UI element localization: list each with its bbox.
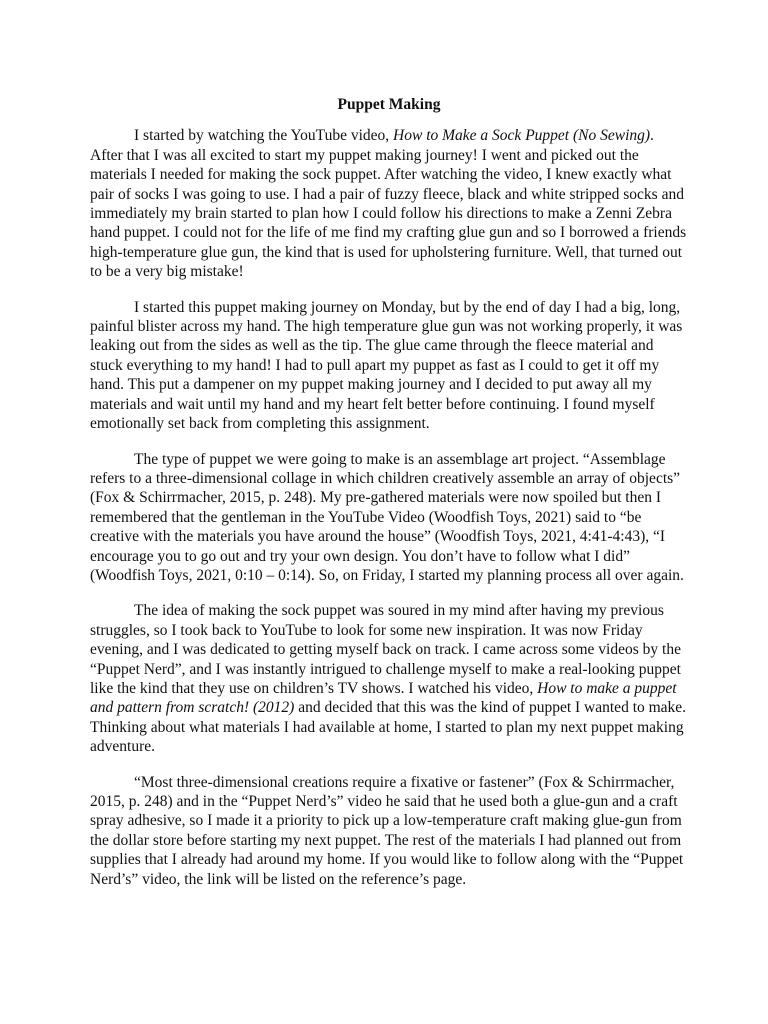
paragraph-4 <box>90 601 688 756</box>
video-title-2: How to make a puppet and pattern from scratch! (2012) <box>90 679 677 717</box>
paragraph-3-text: The type of puppet we were going to make is an assemblage art project. “Assemblage refers to a three-dimensional collage in which children creatively assemble an array of objects” (Fox & Schirrmacher, 2015, p. 248). My pre-gathered materials were now spoiled but then I remembered that the gentleman in the YouTube Video (Woodfish Toys, 2021) said to “be creative with the materials you have around the house” (Woodfish Toys, 2021, 4:41-4:43), “I encourage you to go out and try your own design. You don’t have to follow what I did” (Woodfish Toys, 2021, 0:10 – 0:14). So, on Friday, I started my planning process all over again. <box>90 450 684 584</box>
paragraph-1-text-a: I started by watching the YouTube video, <box>134 127 394 145</box>
paragraph-5 <box>90 773 688 889</box>
paragraph-1 <box>90 126 688 281</box>
paragraph-3 <box>90 450 688 586</box>
paragraph-4-text-a: The idea of making the sock puppet was soured in my mind after having my previous struggles, so I took back to YouTube to look for some new inspiration. It was now Friday evening, and I was dedicated to getting myself back on track. I came across some videos by the “Puppet Nerd”, and I was instantly intrigued to challenge myself to make a real-looking puppet like the kind that they use on children’s TV shows. I watched his video, <box>90 602 681 697</box>
document-title: Puppet Making <box>337 96 441 113</box>
paragraph-4-text-b: and decided that this was the kind of puppet I wanted to make. Thinking about what materials I had available at home, I started to plan my next puppet making adventure. <box>90 699 687 756</box>
video-title-1: How to Make a Sock Puppet (No Sewing) <box>393 127 651 145</box>
paragraph-2-text: I started this puppet making journey on Monday, but by the end of day I had a big, long, painful blister across my hand. The high temperature glue gun was not working properly, it was leaking out from the sides as well as the tip. The glue came through the fleece material and stuck everything to my hand! I had to pull apart my puppet as fast as I could to get it off my hand. This put a dampener on my puppet making journey and I decided to put away all my materials and wait until my hand and my heart felt better before continuing. I found myself emotionally set back from completing this assignment. <box>90 298 683 433</box>
paragraph-5-text: “Most three-dimensional creations require a fixative or fastener” (Fox & Schirrmacher, 2015, p. 248) and in the “Puppet Nerd’s” video he said that he used both a glue-gun and a craft spray adhesive, so I made it a priority to pick up a low-temperature craft making glue-gun from the dollar store before starting my next puppet. The rest of the materials I had planned out from supplies that I already had around my home. If you would like to follow along with the “Puppet Nerd’s” video, the link will be listed on the reference’s page. <box>90 773 684 888</box>
paragraph-2 <box>90 298 688 434</box>
paragraph-1-text-b: . After that I was all excited to start my puppet making journey! I went and picked out the materials I needed for making the sock puppet. After watching the video, I knew exactly what pair of socks I was going to use. I had a pair of fuzzy fleece, black and white stripped socks and immediately my brain started to plan how I could follow his directions to make a Zenni Zebra hand puppet. I could not for the life of me find my crafting glue gun and so I borrowed a friends high-temperature glue gun, the kind that is used for upholstering furniture. Well, that turned out to be a very big mistake! <box>90 127 687 281</box>
